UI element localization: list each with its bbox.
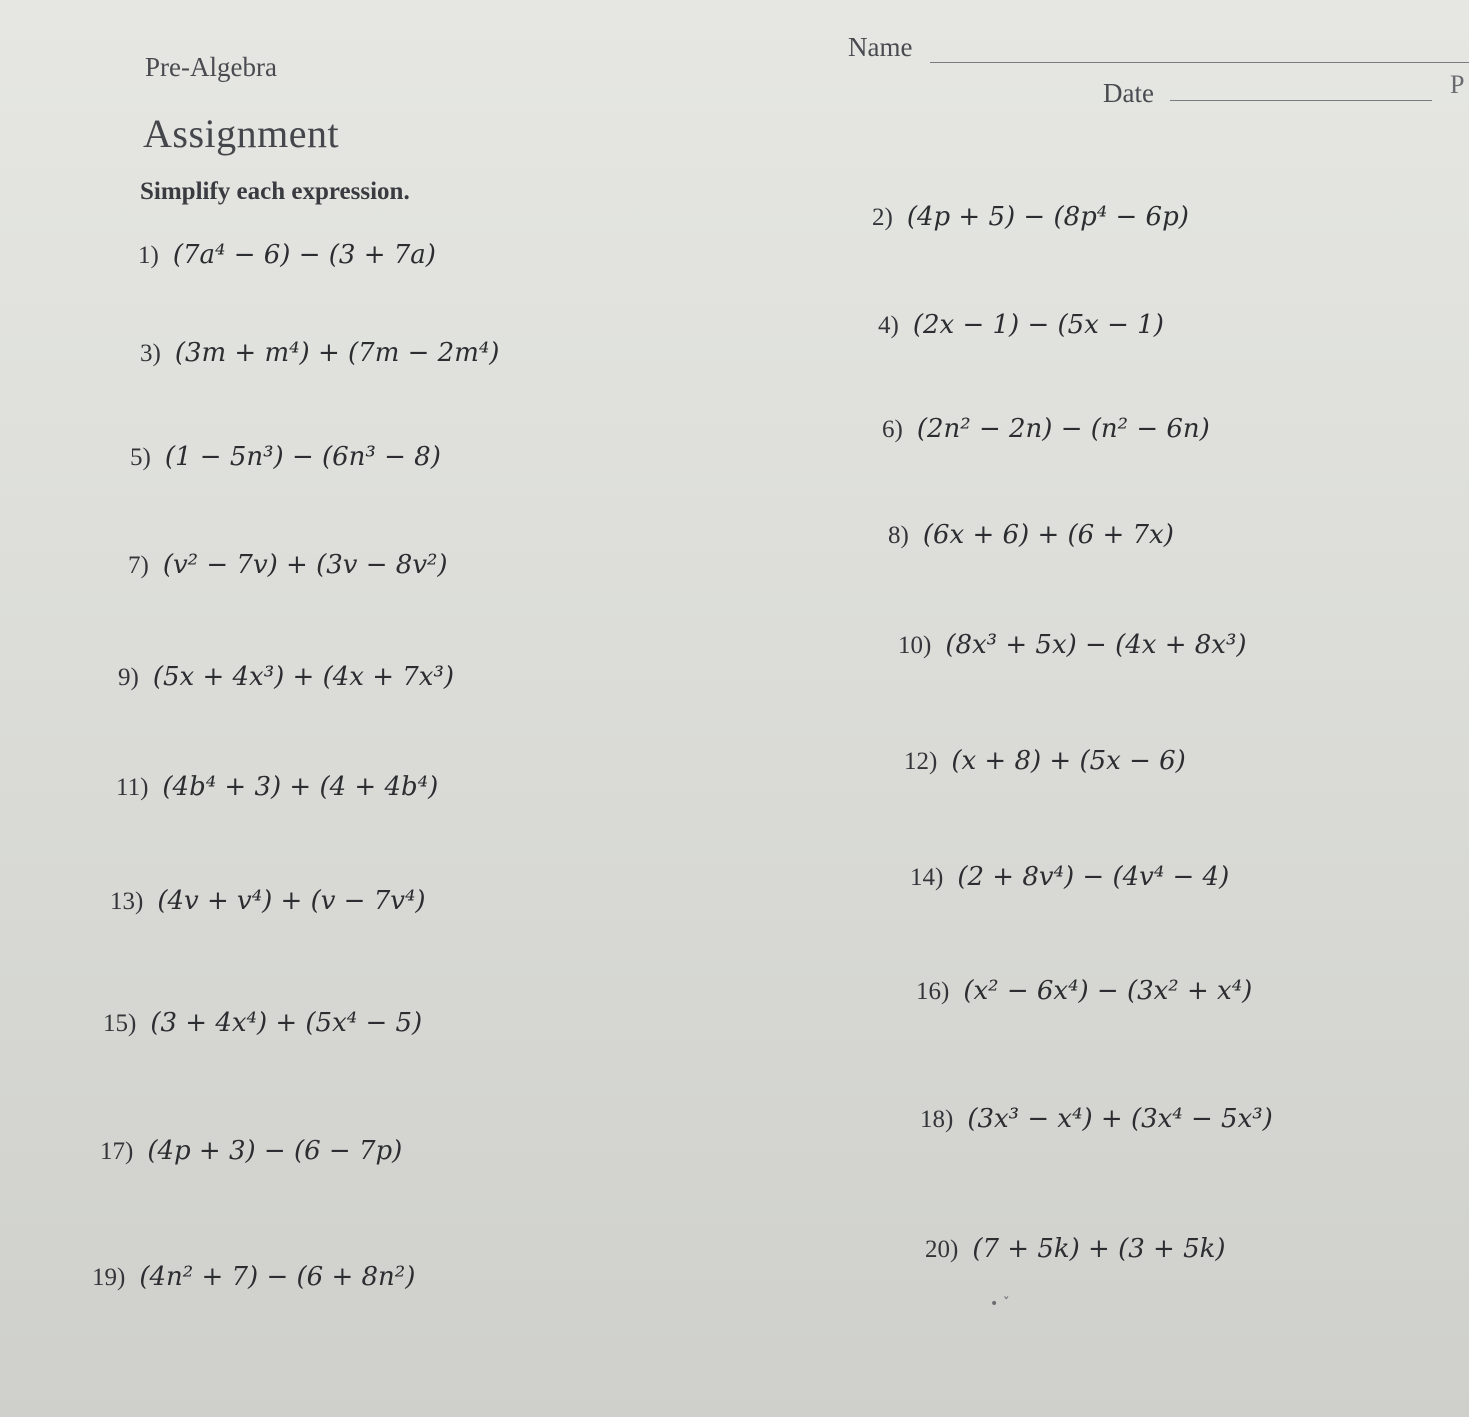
problem-14 bbox=[910, 862, 1229, 892]
problem-expression: (x² − 6x⁴) − (3x² + x⁴) bbox=[963, 976, 1253, 1006]
problem-expression: (4b⁴ + 3) + (4 + 4b⁴) bbox=[162, 772, 439, 802]
problem-4 bbox=[878, 310, 1164, 340]
problem-1 bbox=[138, 240, 436, 270]
problem-number: 17) bbox=[100, 1138, 134, 1165]
problem-3 bbox=[140, 338, 499, 368]
pencil-mark: • ˇ bbox=[990, 1296, 1010, 1312]
problem-18 bbox=[920, 1104, 1273, 1134]
problem-number: 6) bbox=[882, 416, 903, 443]
name-label: Name bbox=[848, 32, 913, 62]
problem-17 bbox=[100, 1136, 402, 1166]
problem-number: 3) bbox=[140, 340, 161, 367]
name-blank-line[interactable] bbox=[930, 62, 1469, 63]
problem-expression: (2 + 8v⁴) − (4v⁴ − 4) bbox=[957, 862, 1230, 892]
problem-number: 20) bbox=[925, 1236, 959, 1263]
period-label: P bbox=[1450, 70, 1465, 99]
assignment-heading: Assignment bbox=[143, 111, 340, 156]
instructions: Simplify each expression. bbox=[140, 178, 410, 205]
problem-expression: (6x + 6) + (6 + 7x) bbox=[922, 520, 1174, 550]
problem-8 bbox=[888, 520, 1174, 550]
date-blank-line[interactable] bbox=[1170, 100, 1432, 101]
problem-number: 5) bbox=[130, 444, 151, 471]
problem-expression: (x + 8) + (5x − 6) bbox=[951, 746, 1186, 776]
problem-number: 13) bbox=[110, 888, 144, 915]
problem-10 bbox=[898, 630, 1247, 660]
problem-number: 16) bbox=[916, 978, 950, 1005]
problem-expression: (v² − 7v) + (3v − 8v²) bbox=[162, 550, 448, 580]
problem-expression: (3x³ − x⁴) + (3x⁴ − 5x³) bbox=[967, 1104, 1273, 1134]
problem-19 bbox=[92, 1262, 415, 1292]
problem-expression: (4p + 5) − (8p⁴ − 6p) bbox=[906, 202, 1189, 232]
problem-expression: (4v + v⁴) + (v − 7v⁴) bbox=[157, 886, 426, 916]
problem-expression: (4p + 3) − (6 − 7p) bbox=[147, 1136, 403, 1166]
problem-number: 8) bbox=[888, 522, 909, 549]
problem-expression: (2n² − 2n) − (n² − 6n) bbox=[916, 414, 1210, 444]
problem-number: 18) bbox=[920, 1106, 954, 1133]
problem-12 bbox=[904, 746, 1186, 776]
problem-expression: (7a⁴ − 6) − (3 + 7a) bbox=[172, 240, 436, 270]
problem-7 bbox=[128, 550, 448, 580]
course-title: Pre-Algebra bbox=[145, 52, 277, 82]
problem-2 bbox=[872, 202, 1189, 232]
problem-expression: (3m + m⁴) + (7m − 2m⁴) bbox=[174, 338, 500, 368]
problem-number: 1) bbox=[138, 242, 159, 269]
problem-expression: (5x + 4x³) + (4x + 7x³) bbox=[152, 662, 455, 692]
date-label: Date bbox=[1103, 78, 1154, 108]
problem-11 bbox=[116, 772, 438, 802]
problem-number: 10) bbox=[898, 632, 932, 659]
problem-20 bbox=[925, 1234, 1226, 1264]
problem-expression: (1 − 5n³) − (6n³ − 8) bbox=[164, 442, 441, 472]
problem-expression: (8x³ + 5x) − (4x + 8x³) bbox=[945, 630, 1247, 660]
problem-number: 2) bbox=[872, 204, 893, 231]
problem-number: 15) bbox=[103, 1010, 137, 1037]
problem-number: 4) bbox=[878, 312, 899, 339]
problem-expression: (2x − 1) − (5x − 1) bbox=[912, 310, 1164, 340]
problem-number: 19) bbox=[92, 1264, 126, 1291]
problem-number: 14) bbox=[910, 864, 944, 891]
problem-number: 12) bbox=[904, 748, 938, 775]
problem-9 bbox=[118, 662, 454, 692]
problem-number: 9) bbox=[118, 664, 139, 691]
problem-expression: (7 + 5k) + (3 + 5k) bbox=[972, 1234, 1226, 1264]
problem-expression: (4n² + 7) − (6 + 8n²) bbox=[139, 1262, 416, 1292]
problem-13 bbox=[110, 886, 426, 916]
problem-expression: (3 + 4x⁴) + (5x⁴ − 5) bbox=[150, 1008, 423, 1038]
problem-15 bbox=[103, 1008, 422, 1038]
problem-5 bbox=[130, 442, 441, 472]
problem-6 bbox=[882, 414, 1210, 444]
problem-16 bbox=[916, 976, 1252, 1006]
problem-number: 11) bbox=[116, 774, 149, 801]
problem-number: 7) bbox=[128, 552, 149, 579]
